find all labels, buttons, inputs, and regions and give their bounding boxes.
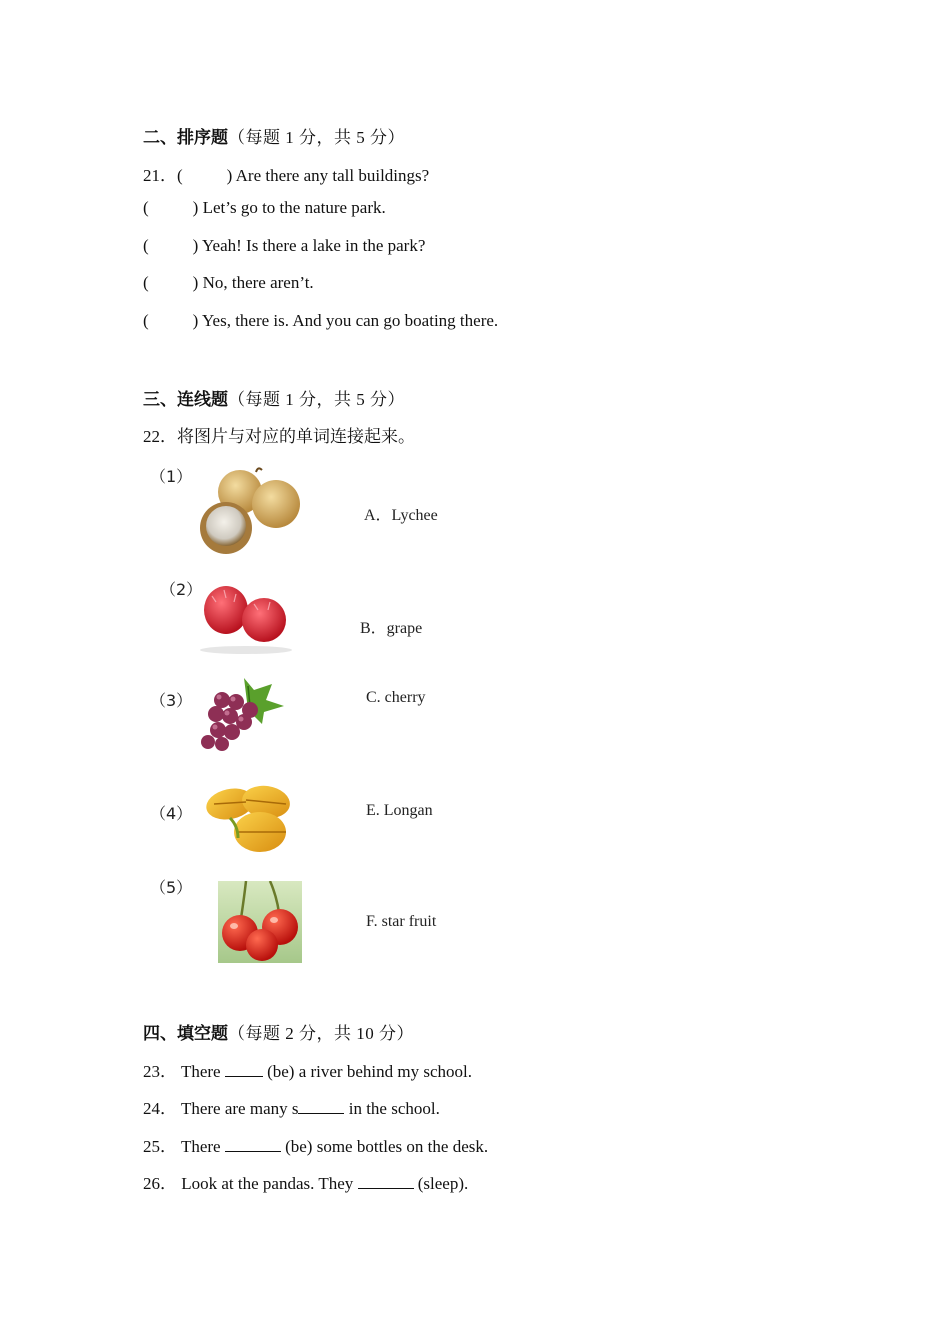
match-word-b: B．grape bbox=[360, 620, 423, 637]
section-3-heading bbox=[143, 385, 405, 410]
q24-number: 24． bbox=[143, 1099, 177, 1118]
section-4-title: 四、填空题 bbox=[143, 1024, 228, 1043]
q23-text-before: There bbox=[180, 1062, 221, 1081]
q23-text-after: (be) a river behind my school. bbox=[267, 1062, 472, 1081]
section-2-heading bbox=[143, 123, 405, 148]
q21-sentence-2: ) Let’s go to the nature park. bbox=[192, 198, 386, 217]
match-item-3-number: （3） bbox=[150, 691, 193, 710]
star-fruit-icon bbox=[202, 780, 296, 862]
match-item-2-number: （2） bbox=[160, 580, 203, 599]
q26-line bbox=[143, 1169, 468, 1194]
q21-open-paren: ( bbox=[143, 311, 149, 330]
q24-text-before: There are many s bbox=[180, 1099, 299, 1118]
match-word-f: F. star fruit bbox=[366, 913, 437, 930]
q23-number: 23． bbox=[143, 1062, 177, 1081]
q24-blank[interactable] bbox=[298, 1099, 344, 1114]
q26-text-after: (sleep). bbox=[417, 1174, 469, 1193]
grape-icon bbox=[192, 676, 292, 756]
q22-instruction: 22．将图片与对应的单词连接起来。 bbox=[143, 427, 415, 446]
q23-blank[interactable] bbox=[225, 1062, 263, 1077]
q25-blank[interactable] bbox=[225, 1137, 281, 1152]
q26-blank[interactable] bbox=[358, 1174, 414, 1189]
q21-sentence-4: ) No, there aren’t. bbox=[192, 273, 314, 292]
q25-text-after: (be) some bottles on the desk. bbox=[285, 1137, 489, 1156]
q21-sentence-1: ) Are there any tall buildings? bbox=[226, 166, 430, 185]
q21-line-4 bbox=[143, 273, 314, 293]
q26-text-before: Look at the pandas. They bbox=[181, 1174, 354, 1193]
q24-text-after: in the school. bbox=[348, 1099, 440, 1118]
q21-sentence-5: ) Yes, there is. And you can go boating there. bbox=[192, 311, 499, 330]
q26-number: 26． bbox=[143, 1174, 177, 1193]
section-3-title: 三、连线题 bbox=[143, 390, 228, 409]
q21-open-paren: ( bbox=[143, 198, 149, 217]
section-4-heading bbox=[143, 1019, 414, 1044]
q25-number: 25． bbox=[143, 1137, 177, 1156]
q24-line bbox=[143, 1094, 440, 1119]
match-word-c: C. cherry bbox=[366, 689, 426, 706]
match-item-1-number: （1） bbox=[150, 467, 193, 486]
longan-icon bbox=[196, 462, 306, 558]
match-word-e: E. Longan bbox=[366, 802, 433, 819]
q25-line bbox=[143, 1132, 488, 1157]
section-4-score-note: （每题 2 分，共 10 分） bbox=[228, 1024, 414, 1043]
q21-number: 21．( bbox=[143, 166, 183, 185]
q21-line-2 bbox=[143, 198, 386, 218]
cherry-icon bbox=[218, 881, 302, 963]
lychee-icon bbox=[192, 580, 304, 660]
section-3-score-note: （每题 1 分，共 5 分） bbox=[228, 390, 405, 409]
match-item-5-number: （5） bbox=[150, 878, 193, 897]
section-2-score-note: （每题 1 分，共 5 分） bbox=[228, 128, 405, 147]
match-item-4-number: （4） bbox=[150, 804, 193, 823]
q21-open-paren: ( bbox=[143, 273, 149, 292]
q21-sentence-3: ) Yeah! Is there a lake in the park? bbox=[192, 236, 426, 255]
q21-line-1 bbox=[143, 161, 429, 186]
match-word-a: A．Lychee bbox=[364, 507, 438, 524]
q21-line-5 bbox=[143, 311, 498, 331]
q21-line-3 bbox=[143, 236, 425, 256]
q25-text-before: There bbox=[180, 1137, 221, 1156]
section-2-title: 二、排序题 bbox=[143, 128, 228, 147]
q21-open-paren: ( bbox=[143, 236, 149, 255]
q23-line bbox=[143, 1057, 472, 1082]
